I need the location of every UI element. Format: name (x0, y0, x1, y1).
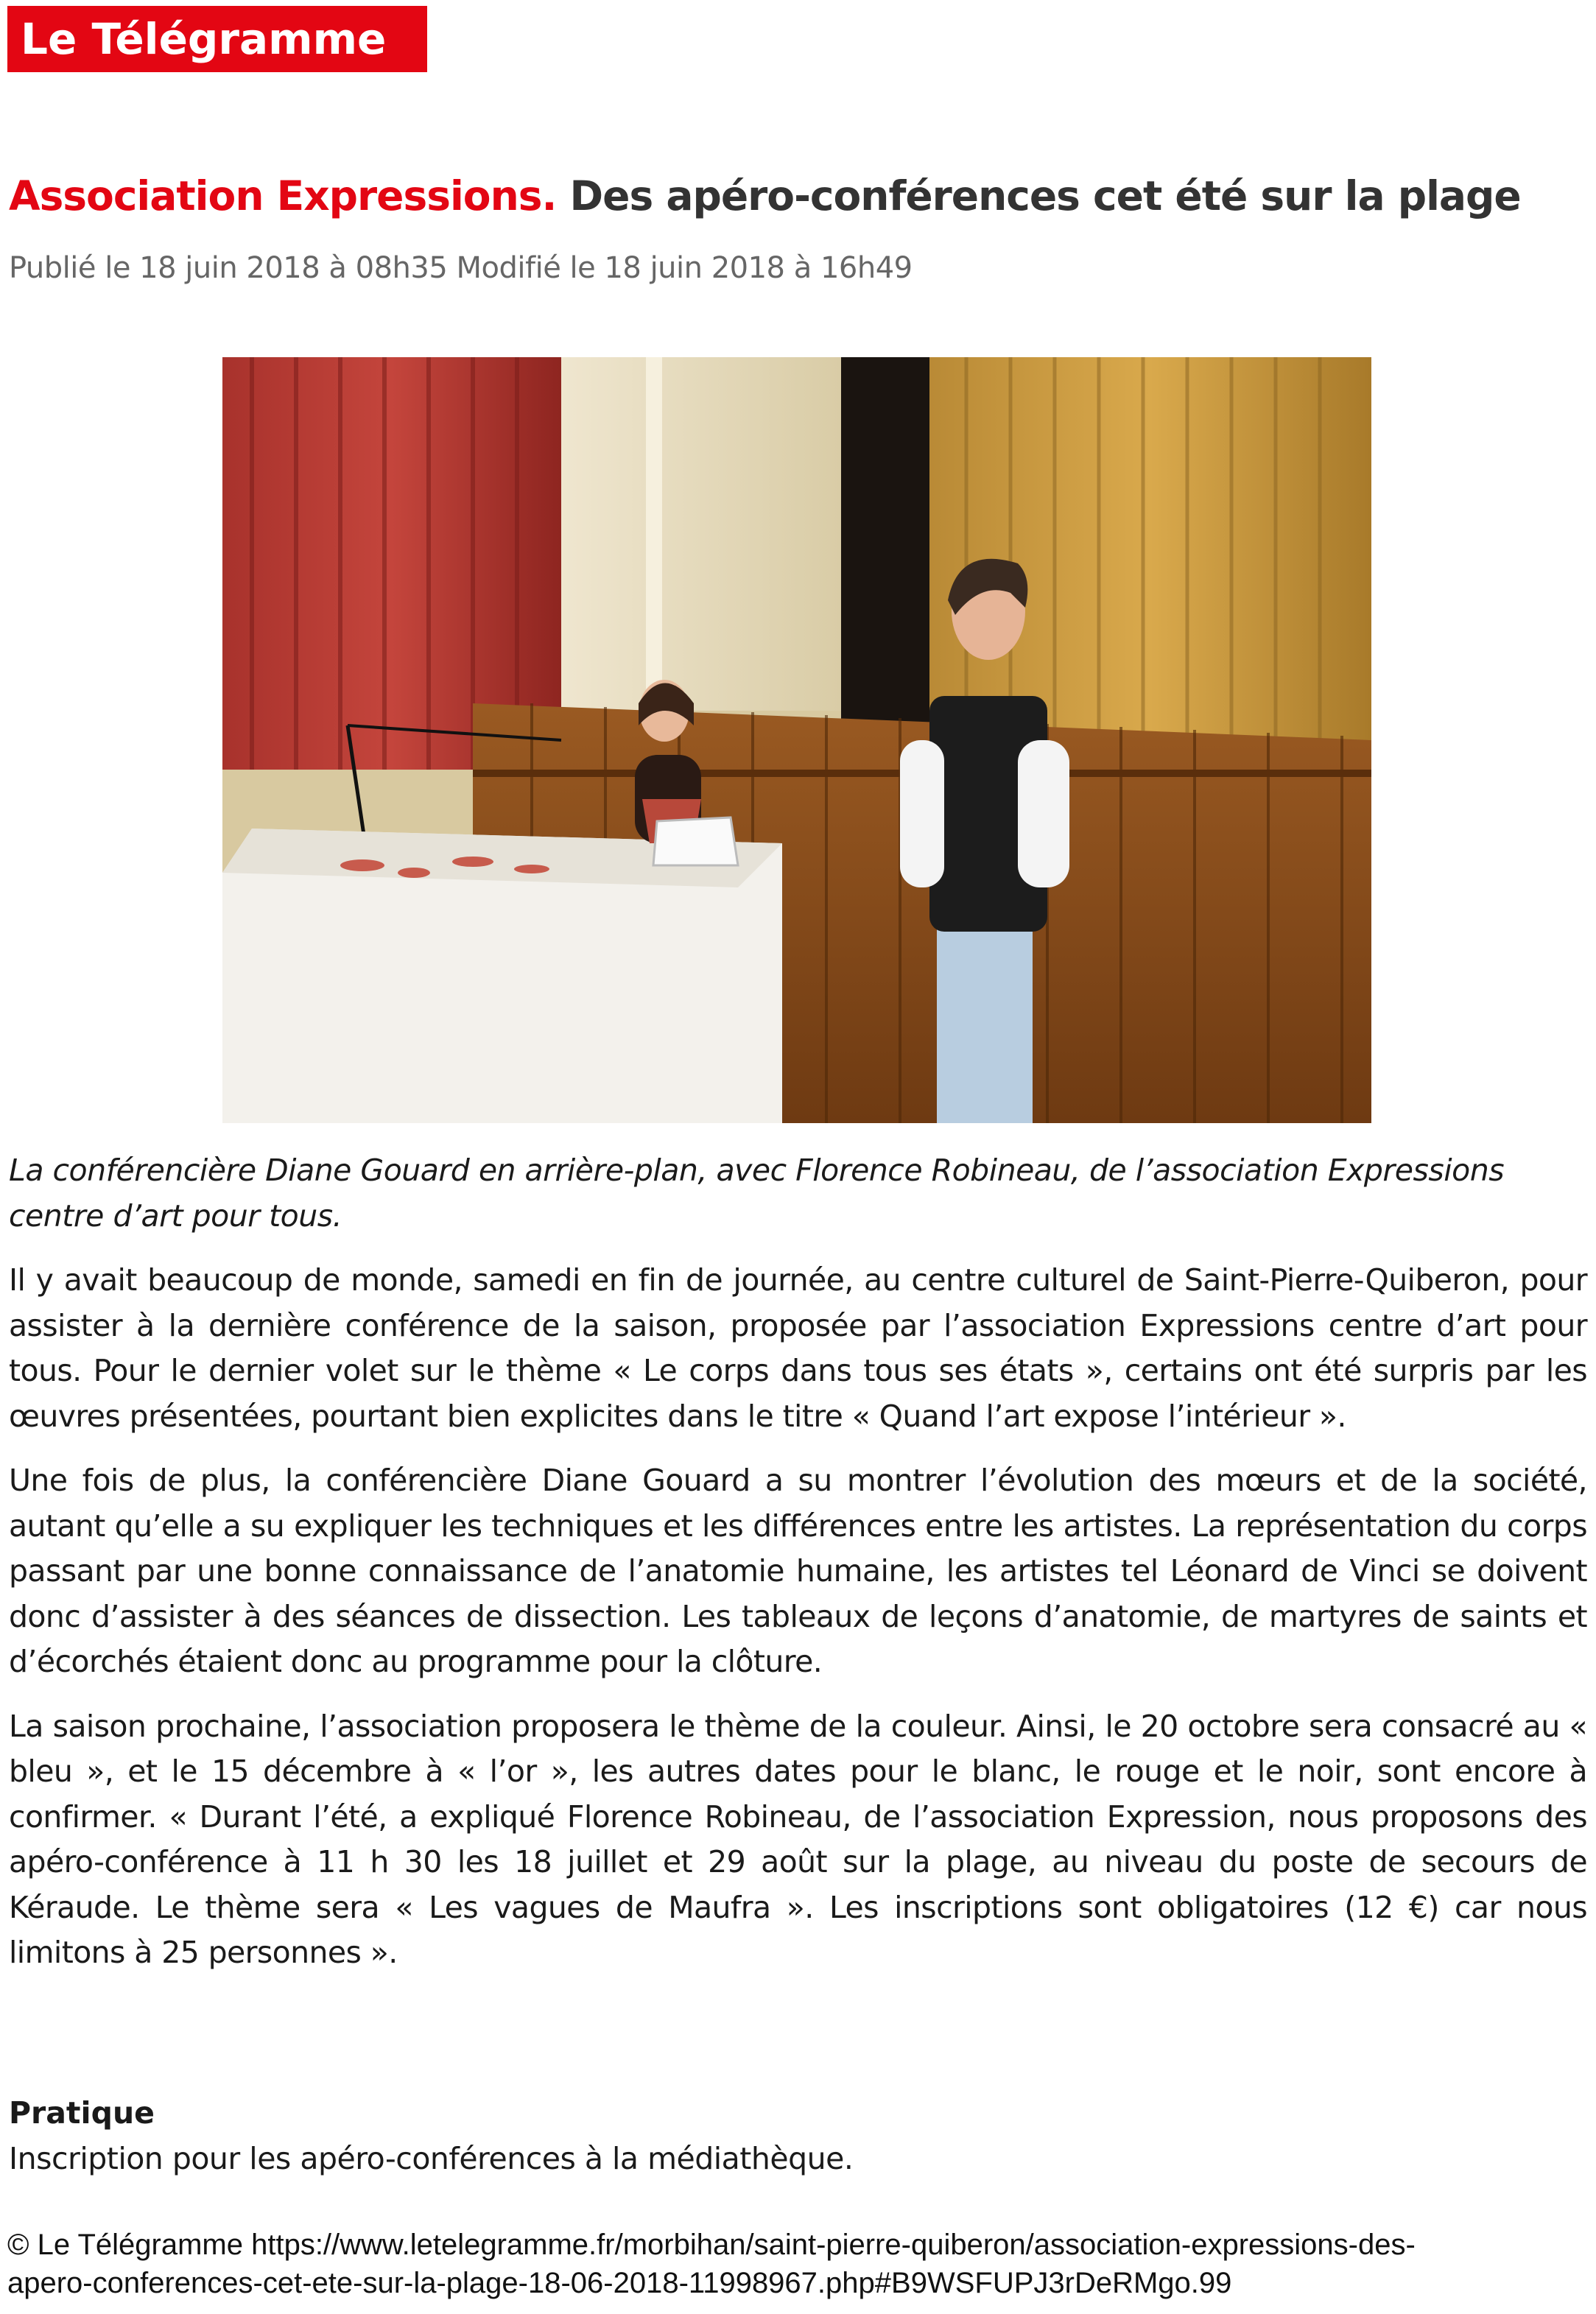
article-body (9, 1258, 1587, 1995)
source-url-line-2[interactable]: apero-conferences-cet-ete-sur-la-plage-18-06-2018-11998967.php#B9WSFUPJ3rDeRMgo.99 (7, 2267, 1232, 2299)
practical-heading: Pratique (9, 2095, 155, 2131)
article-title (9, 166, 1585, 225)
newspaper-logo[interactable]: Le Télégramme (7, 6, 427, 72)
source-footer[interactable] (7, 2226, 1591, 2302)
practical-text: Inscription pour les apéro-conférences à la médiathèque. (9, 2141, 854, 2176)
article-paragraph: Une fois de plus, la conférencière Diane Gouard a su montrer l’évolution des mœurs et de la société, autant qu’elle a su expliquer les techniques et les différences entre les artistes. La représentation du corps passant par une bonne connaissance de l’anatomie humaine, les artistes tel Léonard de Vinci se doivent donc d’assister à des séances de dissection. Les tableaux de leçons d’anatomie, de martyres de saints et d’écorchés étaient donc au programme pour la clôture. (9, 1463, 1587, 1679)
source-url-line-1[interactable]: © Le Télégramme https://www.letelegramme.fr/morbihan/saint-pierre-quiberon/association-expressions-des- (7, 2229, 1416, 2261)
article-photo (222, 357, 1371, 1123)
conference-photo-illustration (222, 357, 1371, 1123)
publication-date: Publié le 18 juin 2018 à 08h35 Modifié le 18 juin 2018 à 16h49 (9, 251, 913, 285)
article-headline: Des apéro-conférences cet été sur la plage (569, 172, 1521, 219)
article-kicker: Association Expressions. (9, 172, 557, 219)
article-paragraph: Il y avait beaucoup de monde, samedi en fin de journée, au centre culturel de Saint-Pierre-Quiberon, pour assister à la dernière conférence de la saison, proposée par l’association Expressions centre d’art pour tous. Pour le dernier volet sur le thème « Le corps dans tous ses états », certains ont été surpris par les œuvres présentées, pourtant bien explicites dans le titre « Quand l’art expose l’intérieur ». (9, 1262, 1587, 1434)
article-paragraph: La saison prochaine, l’association proposera le thème de la couleur. Ainsi, le 20 octobre sera consacré au « bleu », et le 15 décembre à « l’or », les autres dates pour le blanc, le rouge et le noir, sont encore à confirmer. « Durant l’été, a expliqué Florence Robineau, de l’association Expression, nous proposons des apéro-conférence à 11 h 30 les 18 juillet et 29 août sur la plage, au niveau du poste de secours de Kéraude. Le thème sera « Les vagues de Maufra ». Les inscriptions sont obligatoires (12 €) car nous limitons à 25 personnes ». (9, 1708, 1587, 1970)
photo-caption: La conférencière Diane Gouard en arrière-plan, avec Florence Robineau, de l’association Expressions centre d’art pour tous. (9, 1153, 1505, 1234)
